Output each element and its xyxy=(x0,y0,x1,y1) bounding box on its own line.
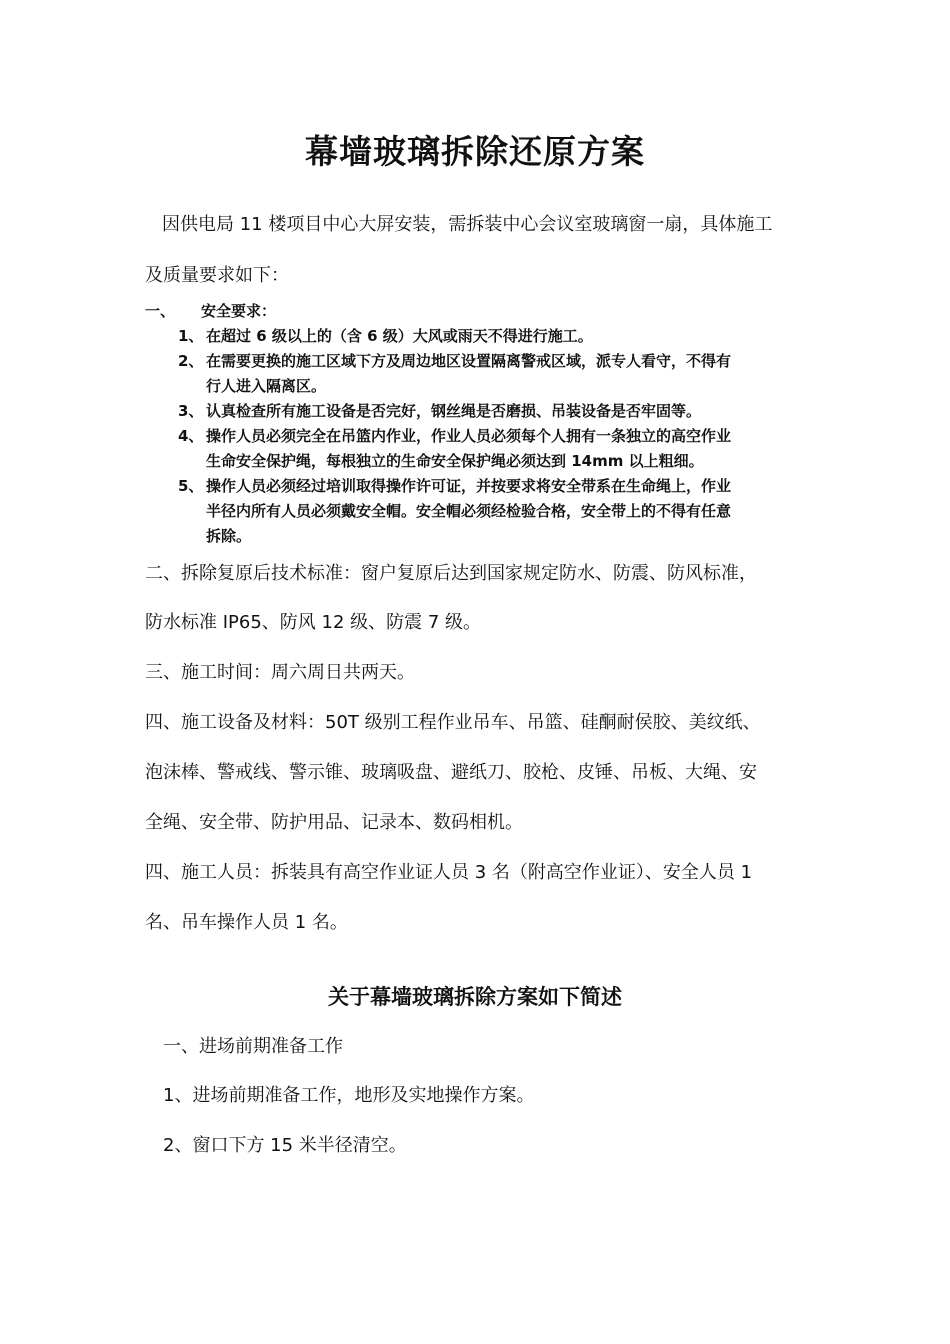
safety-item-line: 生命安全保护绳，每根独立的生命安全保护绳必须达到 14mm 以上粗细。 xyxy=(206,452,704,470)
safety-heading-text: 安全要求： xyxy=(201,302,277,320)
intro-line-1: 因供电局 11 楼项目中心大屏安装，需拆装中心会议室玻璃窗一扇，具体施工 xyxy=(162,214,773,235)
section-personnel-line-2: 名、吊车操作人员 1 名。 xyxy=(145,912,348,933)
section-personnel-line-1: 四、施工人员：拆装具有高空作业证人员 3 名（附高空作业证）、安全人员 1 xyxy=(145,862,753,883)
safety-heading-number: 一、 xyxy=(145,302,176,320)
safety-list xyxy=(178,324,828,549)
safety-item xyxy=(178,349,828,399)
intro-line-2: 及质量要求如下： xyxy=(145,265,289,286)
section-subtitle: 关于幕墙玻璃拆除方案如下简述 xyxy=(328,985,622,1009)
safety-item xyxy=(178,474,828,549)
safety-item-number: 3、 xyxy=(178,402,204,420)
safety-item-line: 在需要更换的施工区域下方及周边地区设置隔离警戒区域，派专人看守，不得有 xyxy=(206,352,732,370)
safety-item-line: 拆除。 xyxy=(206,527,252,545)
section-equipment-line-1: 四、施工设备及材料：50T 级别工程作业吊车、吊篮、硅酮耐侯胶、美纹纸、 xyxy=(145,712,761,733)
safety-item-line: 操作人员必须经过培训取得操作许可证，并按要求将安全带系在生命绳上，作业 xyxy=(206,477,732,495)
section-tech-standard-line-2: 防水标准 IP65、防风 12 级、防震 7 级。 xyxy=(145,612,482,633)
safety-item-number: 2、 xyxy=(178,352,204,370)
safety-item-line: 在超过 6 级以上的（含 6 级）大风或雨天不得进行施工。 xyxy=(206,327,593,345)
safety-item-line: 认真检查所有施工设备是否完好，钢丝绳是否磨损、吊装设备是否牢固等。 xyxy=(206,402,702,420)
section-schedule: 三、施工时间：周六周日共两天。 xyxy=(145,662,415,683)
summary-line-2: 1、进场前期准备工作，地形及实地操作方案。 xyxy=(163,1085,535,1106)
safety-item xyxy=(178,424,828,474)
summary-line-1: 一、进场前期准备工作 xyxy=(163,1036,343,1057)
safety-item-number: 4、 xyxy=(178,427,204,445)
safety-item-line: 行人进入隔离区。 xyxy=(206,377,327,395)
section-tech-standard-line-1: 二、拆除复原后技术标准：窗户复原后达到国家规定防水、防震、防风标准， xyxy=(145,563,757,584)
safety-item-line: 半径内所有人员必须戴安全帽。安全帽必须经检验合格，安全带上的不得有任意 xyxy=(206,502,732,520)
document-title: 幕墙玻璃拆除还原方案 xyxy=(305,132,645,171)
safety-item-line: 操作人员必须完全在吊篮内作业，作业人员必须每个人拥有一条独立的高空作业 xyxy=(206,427,732,445)
summary-line-3: 2、窗口下方 15 米半径清空。 xyxy=(163,1135,407,1156)
safety-item-number: 1、 xyxy=(178,327,204,345)
safety-item xyxy=(178,324,828,349)
section-equipment-line-2: 泡沫棒、警戒线、警示锥、玻璃吸盘、避纸刀、胶枪、皮锤、吊板、大绳、安 xyxy=(145,762,757,783)
safety-heading xyxy=(145,300,276,322)
safety-item-number: 5、 xyxy=(178,477,204,495)
section-equipment-line-3: 全绳、安全带、防护用品、记录本、数码相机。 xyxy=(145,812,523,833)
safety-item xyxy=(178,399,828,424)
